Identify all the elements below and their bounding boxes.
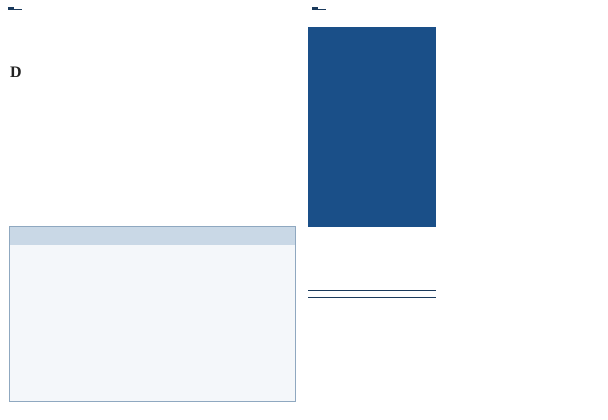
text-col-right [441,26,601,410]
column-4 [228,66,296,226]
text-col-a [308,230,436,288]
page-header-right [312,7,326,10]
column-1 [10,66,78,226]
drop-cap: D [10,66,22,81]
column-3 [156,66,224,226]
text-col-b [308,322,436,412]
right-page [304,0,608,420]
article-columns [10,66,296,226]
header-section [14,7,22,10]
tissue-healing-box [308,27,436,227]
subluxation-chart [9,226,296,402]
pull-quote [308,290,436,298]
tissue-box-subtitle [308,27,436,31]
phase-grid [13,247,294,399]
page-header [8,7,22,10]
chart-title [10,227,295,245]
column-2 [83,66,151,226]
header-section-right [318,7,326,10]
